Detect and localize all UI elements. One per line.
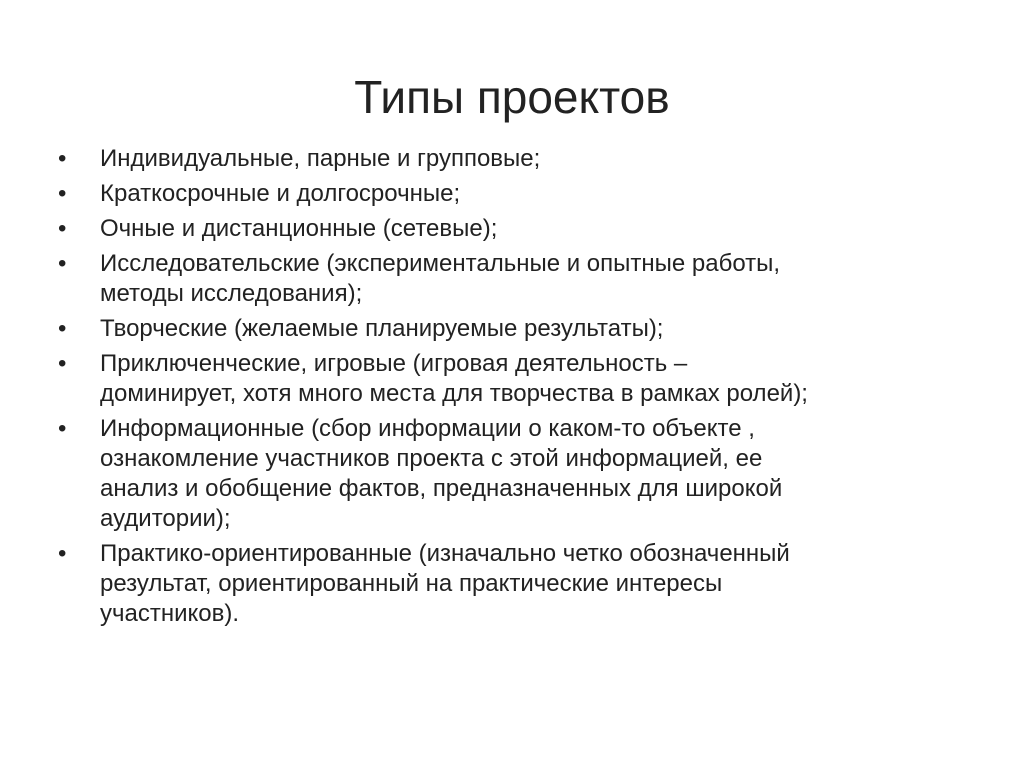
list-item — [58, 214, 958, 244]
bullet-icon: • — [58, 180, 67, 207]
bullet-icon: • — [58, 145, 67, 172]
list-item-text: Индивидуальные, парные и групповые; — [100, 145, 541, 172]
bullet-icon: • — [58, 315, 67, 342]
list-item — [58, 349, 958, 409]
bullet-icon: • — [58, 250, 67, 277]
list-item — [58, 414, 958, 534]
bullet-list — [58, 144, 958, 634]
list-item — [58, 144, 958, 174]
bullet-icon: • — [58, 350, 67, 377]
list-item — [58, 314, 958, 344]
list-item-text: Приключенческие, игровые (игровая деятельность – доминирует, хотя много места для творчества в рамках ролей); — [100, 350, 808, 407]
bullet-icon: • — [58, 540, 67, 567]
list-item-text: Краткосрочные и долгосрочные; — [100, 180, 461, 207]
list-item-text: Творческие (желаемые планируемые результаты); — [100, 315, 664, 342]
list-item — [58, 539, 958, 629]
list-item-text: Очные и дистанционные (сетевые); — [100, 215, 498, 242]
list-item-text: Информационные (сбор информации о каком-то объекте , ознакомление участников проекта с этой информацией, ее анализ и обобщение фактов, предназначенных для широкой аудитории); — [100, 415, 783, 532]
list-item — [58, 249, 958, 309]
slide-title: Типы проектов — [354, 71, 670, 123]
list-item-text: Исследовательские (экспериментальные и опытные работы, методы исследования); — [100, 250, 781, 307]
list-item — [58, 179, 958, 209]
list-item-text: Практико-ориентированные (изначально четко обозначенный результат, ориентированный на практические интересы участников). — [100, 540, 790, 627]
bullet-icon: • — [58, 215, 67, 242]
bullet-icon: • — [58, 415, 67, 442]
